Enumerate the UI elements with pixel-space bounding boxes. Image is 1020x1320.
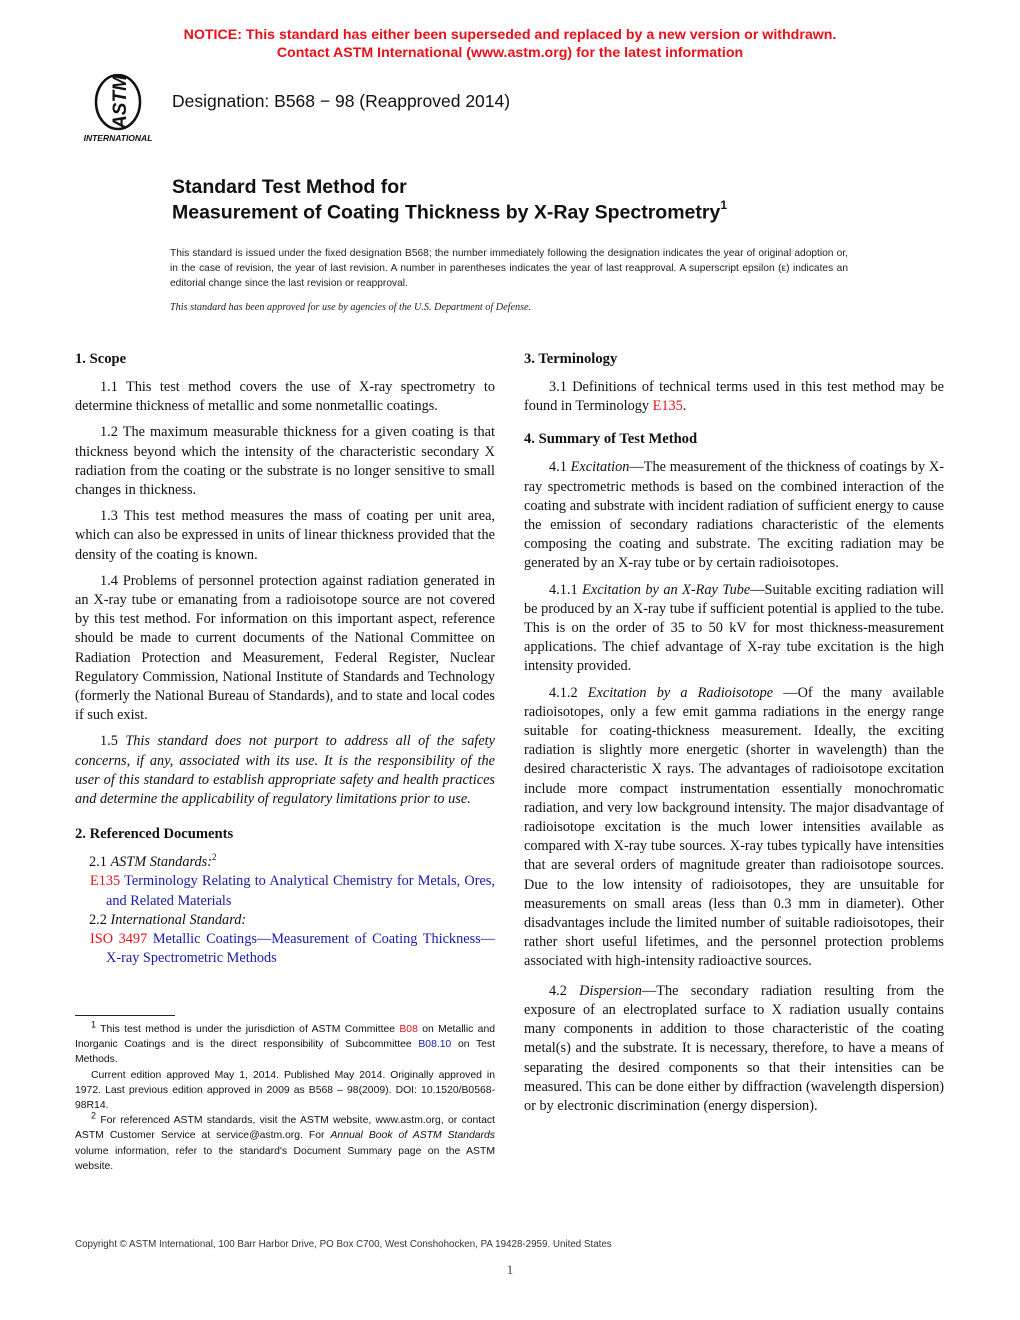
astm-logo <box>74 74 162 146</box>
footnote-2 <box>75 1110 496 1174</box>
para-1-3: 1.3 This test method measures the mass of coating per unit area, which can also be expressed in units of linear thickness provided that the density of the coating is known. <box>75 508 495 563</box>
para-2-2-text: International Standard: <box>110 911 247 928</box>
supersede-notice <box>0 26 1020 62</box>
designation: Designation: B568 − 98 (Reapproved 2014) <box>172 91 511 111</box>
para-1-5-text: This standard does not purport to address all of the safety concerns, if any, associated with its use. It is the responsibility of the user of this standard to establish appropriate safety and health practices and determine the applicability of regulatory limitations prior to use. <box>75 733 495 808</box>
para-2-1-sup[interactable]: 2 <box>212 852 217 863</box>
footnotes <box>75 1019 496 1174</box>
title-line-1: Standard Test Method for <box>172 176 407 198</box>
summary-heading: 4. Summary of Test Method <box>524 431 698 448</box>
para-4-1-text: —The measurement of the thickness of coatings by X-ray spectrometric methods is based on the combined interaction of the coating and substrate with incident radiation of sufficient energy to cause the emission of secondary radiations characteristic of the elements composing the coating and substrate. The exciting radiation may be generated by an X-ray tube or by certain radioisotopes. <box>524 459 945 572</box>
copyright: Copyright © ASTM International, 100 Barr Harbor Drive, PO Box C700, West Conshohocken, PA 19428-2959. United States <box>75 1239 612 1250</box>
para-2-1-num: 2.1 <box>89 854 107 871</box>
para-1-5-num: 1.5 <box>100 733 118 750</box>
para-2-2 <box>75 911 495 930</box>
para-4-2-term: Dispersion <box>579 982 642 999</box>
footnote-2-italic: Annual Book of ASTM Standards <box>330 1130 495 1142</box>
title-line-2 <box>172 200 727 225</box>
footnote-1-marker: 1 <box>91 1019 97 1030</box>
terminology-heading: 3. Terminology <box>524 351 618 367</box>
ref-e135 <box>75 872 495 910</box>
para-2-1-text: ASTM Standards: <box>110 854 212 871</box>
para-4-1-2-num: 4.1.2 <box>549 684 578 701</box>
logo-subtext: INTERNATIONAL <box>83 133 153 143</box>
para-1-2: 1.2 The maximum measurable thickness for a given coating is that thickness beyond which the intensity of the characteristic secondary X radiation from the coating or the substrate is no longer sensitive to small changes in thickness. <box>75 424 495 499</box>
para-3-1-link[interactable]: E135 <box>652 398 683 415</box>
para-4-1-1-term: Excitation by an X-Ray Tube <box>582 581 751 598</box>
footnote-1 <box>75 1019 496 1068</box>
para-4-1-2-text: —Of the many available radioisotopes, only a few emit gamma radiations in the energy range suitable for coating-thickness measurement. Ideally, the exciting radiation is slightly more energetic (shorter in wavelength) than the desired characteristic X rays. The advantages of radioisotope excitation include more compact instrumentation essentially monochromatic radiation, and very low background intensity. The major disadvantage of radioisotope excitation is the much lower intensities available as compared with X-ray tube sources. X-ray tubes typically have intensities that are several orders of magnitude greater than radioisotope sources. Due to the low intensity of radioisotopes, they are unsuitable for measurements on small areas (less than 0.3 mm in diameter). Other disadvantages include the limited number of suitable radioisotopes, their rather short useful lifetimes, and the personnel protection problems associated with high-intensity radioactive sources. <box>524 684 944 970</box>
ref-iso3497 <box>75 930 495 968</box>
para-1-5 <box>75 732 495 809</box>
para-4-1-2-term: Excitation by a Radioisotope <box>587 684 774 701</box>
footnote-1-link-b0810[interactable]: B08.10 <box>418 1039 452 1051</box>
footnote-divider <box>75 1015 175 1016</box>
footnote-2-text-a: For referenced ASTM standards, visit the ASTM website, www.astm.org, or contact ASTM Customer Service at service@astm.org. For <box>75 1115 496 1142</box>
para-3-1-text: 3.1 Definitions of technical terms used in this test method may be found in Terminology <box>524 379 944 415</box>
para-4-1-term: Excitation <box>570 459 630 476</box>
notice-line-2: Contact ASTM International (www.astm.org) for the latest information <box>276 45 744 61</box>
para-4-1 <box>524 458 944 573</box>
ref-iso3497-code[interactable]: ISO 3497 <box>90 931 148 948</box>
left-column <box>75 348 495 968</box>
ref-e135-title[interactable]: Terminology Relating to Analytical Chemistry for Metals, Ores, and Related Materials <box>106 873 495 909</box>
right-column <box>524 348 944 1123</box>
para-4-2-num: 4.2 <box>549 982 567 999</box>
para-1-4: 1.4 Problems of personnel protection against radiation generated in an X-ray tube or emanating from a radioisotope source are not covered by this test method. For information on this important aspect, reference should be made to current documents of the National Committee on Radiation Protection and Measurement, Federal Register, Nuclear Regulatory Commission, National Institute of Standards and Technology (formerly the National Bureau of Standards), and to state and local codes if such exist. <box>75 572 495 724</box>
para-2-1 <box>75 853 495 872</box>
para-4-1-1-text: —Suitable exciting radiation will be produced by an X-ray tube if sufficient potential is applied to the tube. This is on the order of 35 to 50 kV for most thickness-measurement applications. The chief advantage of X-ray tube excitation is the high intensity provided. <box>524 581 945 675</box>
footnote-1-text-a: This test method is under the jurisdiction of ASTM Committee <box>100 1024 396 1035</box>
para-1-1: 1.1 This test method covers the use of X-ray spectrometry to determine thickness of metallic and some nonmetallic coatings. <box>75 379 495 415</box>
para-3-1-end: . <box>682 398 687 415</box>
notice-line-1: NOTICE: This standard has either been superseded and replaced by a new version or withdrawn. <box>183 27 837 43</box>
logo-text: ASTM <box>110 75 131 129</box>
title-footnote-ref[interactable]: 1 <box>720 198 728 212</box>
footnote-1-approval: Current edition approved May 1, 2014. Published May 2014. Originally approved in 1972. Last previous edition approved in 2009 as B568 – 98(2009). DOI: 10.1520/B0568-98R14. <box>75 1069 495 1112</box>
para-4-2 <box>524 982 944 1116</box>
para-4-1-1 <box>524 581 944 677</box>
standard-note: This standard is issued under the fixed designation B568; the number immediately following the designation indicates the year of original adoption or, in the case of revision, the year of last revision. A number in parentheses indicates the year of last reapproval. A superscript epsilon (ε) indicates an editorial change since the last revision or reapproval. <box>170 248 848 289</box>
para-4-1-num: 4.1 <box>549 459 567 476</box>
footnote-2-marker: 2 <box>91 1110 97 1121</box>
footnote-1-text-c: on Test Methods. <box>75 1039 496 1066</box>
title-text: Measurement of Coating Thickness by X-Ray Spectrometry <box>172 201 721 224</box>
para-4-2-text: —The secondary radiation resulting from the exposure of an electroplated surface to X radiation usually contains many components in addition to those characteristic of the coating metal(s) and the substrate. It is necessary, therefore, to have a means of separating the desired components so that their intensities can be measured. This can be done either by diffraction (wavelength dispersion) or by electronic discrimination (energy dispersion). <box>524 982 944 1114</box>
scope-heading: 1. Scope <box>75 351 127 367</box>
para-3-1 <box>524 378 944 416</box>
footnote-2-text-b: volume information, refer to the standard's Document Summary page on the ASTM website. <box>75 1145 495 1172</box>
ref-e135-code[interactable]: E135 <box>90 873 121 890</box>
ref-iso3497-title[interactable]: Metallic Coatings—Measurement of Coating Thickness—X-ray Spectrometric Methods <box>106 931 495 967</box>
para-4-1-1-num: 4.1.1 <box>549 581 578 598</box>
footnote-1-link-b08[interactable]: B08 <box>399 1024 418 1035</box>
refdocs-heading: 2. Referenced Documents <box>75 826 234 843</box>
page-number: 1 <box>506 1262 514 1277</box>
dod-note: This standard has been approved for use by agencies of the U.S. Department of Defense. <box>170 302 532 313</box>
para-2-2-num: 2.2 <box>89 911 107 928</box>
para-4-1-2 <box>524 684 944 972</box>
footnote-1-text-b: on Metallic and Inorganic Coatings and is the direct responsibility of Subcommittee <box>75 1024 496 1051</box>
